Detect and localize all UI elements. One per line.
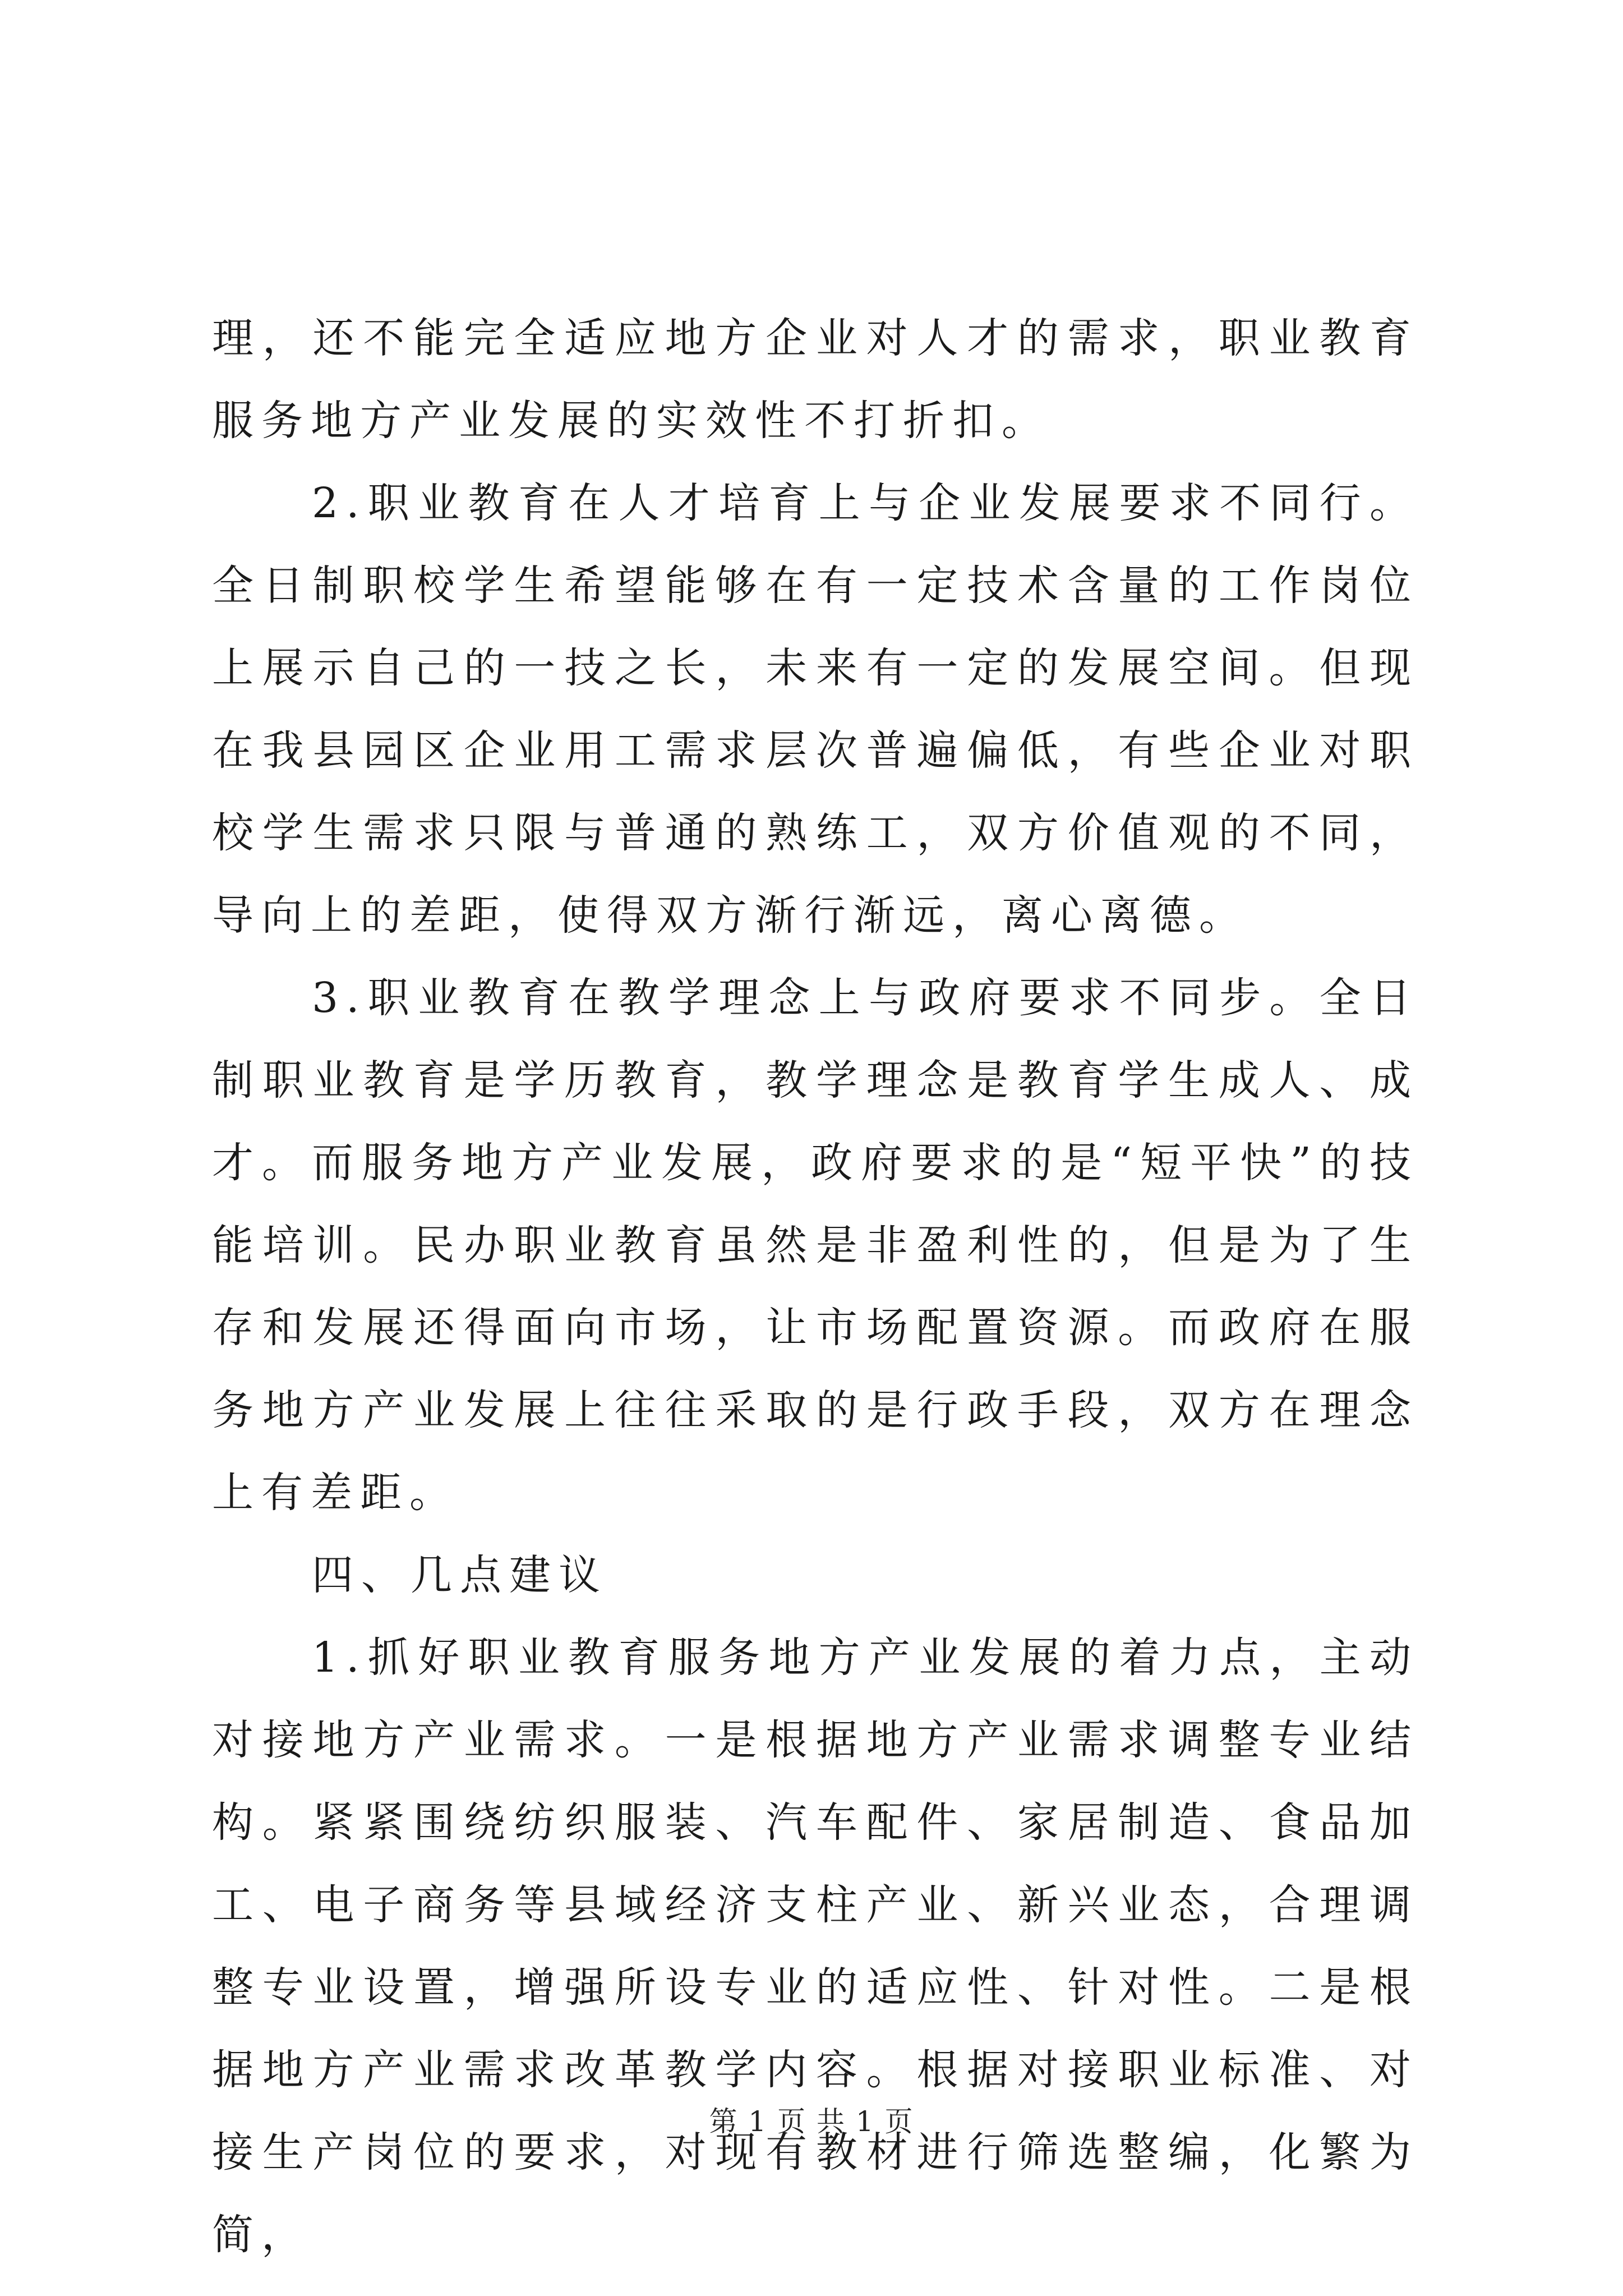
section-heading-suggestions: 四、几点建议 [312, 1551, 608, 1599]
paragraph-point-2: 2.职业教育在人才培育上与企业发展要求不同行。全日制职校学生希望能够在有一定技术含量的工作岗位上展示自己的一技之长，未来有一定的发展空间。但现在我县园区企业用工需求层次普遍偏低，有些企业对职校学生需求只限与普通的熟练工，双方价值观的不同，导向上的差距，使得双方渐行渐远，离心离德。 [212, 479, 1419, 940]
document-body [212, 297, 1419, 2276]
paragraph-continuation: 理，还不能完全适应地方企业对人才的需求，职业教育服务地方产业发展的实效性不打折扣。 [212, 314, 1419, 445]
paragraph-suggestion-1: 1.抓好职业教育服务地方产业发展的着力点，主动对接地方产业需求。一是根据地方产业需求调整专业结构。紧紧围绕纺织服装、汽车配件、家居制造、食品加工、电子商务等县域经济支柱产业、新兴业态，合理调整专业设置，增强所设专业的适应性、针对性。二是根据地方产业需求改革教学内容。根据对接职业标准、对接生产岗位的要求，对现有教材进行筛选整编，化繁为简， [212, 1634, 1419, 2259]
paragraph-point-3: 3.职业教育在教学理念上与政府要求不同步。全日制职业教育是学历教育，教学理念是教育学生成人、成才。而服务地方产业发展，政府要求的是“短平快”的技能培训。民办职业教育虽然是非盈利性的，但是为了生存和发展还得面向市场，让市场配置资源。而政府在服务地方产业发展上往往采取的是行政手段，双方在理念上有差距。 [212, 974, 1419, 1517]
page-number-footer: 第 1 页 共 1 页 [709, 2105, 914, 2138]
